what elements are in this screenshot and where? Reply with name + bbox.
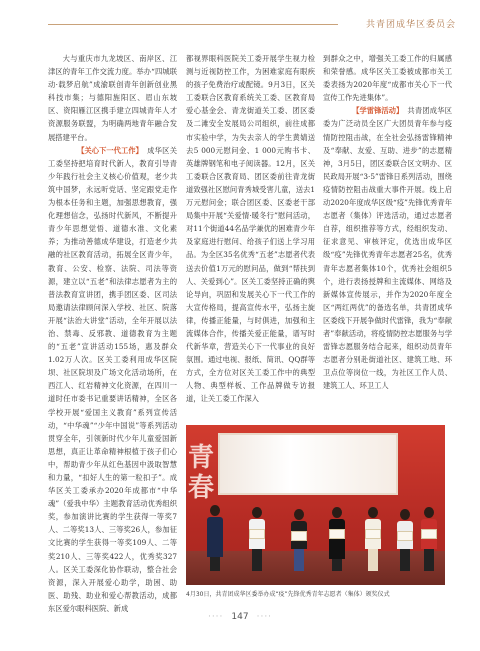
paragraph-text: 共青团成华区委为广泛动员全区广大团员青年参与疫情防控阻击战，在全社会弘扬雷锋精神及“奉献、友爱、互助、进步”的志愿精神，3月5日，团区委联合区文明办、区民政局开展“3·5”雷锋日系列活动，围绕疫情防控阻击战重大事件开展。线上启动2020年度成华区级“疫”先锋优秀青年志愿者（集体）评选活动，通过志愿者自荐，组织推荐等方式，经组织发动、征求意见、审核评定，优选出成华区级“疫”先锋优秀青年志愿者25名，优秀青年志愿者集体10个，优秀社会组织5个，进行表扬授牌和主流媒体、网络及新媒体宣传展示，并作为2020年度全区“两红两优”的备选名单，共青团成华区委线下开展争做时代雷锋，我为“奉献者”奉献活动，将疫情防控志愿服务与学雷锋志愿服务结合起来，组织动员青年志愿者分别赴街道社区、建筑工地、环卫点位等岗位一线，为社区工作人员、建筑工人、环卫工人	[323, 106, 452, 391]
certificate	[421, 529, 437, 539]
person	[206, 505, 224, 571]
photo-caption: 4月30日，共青团成华区委举办成“疫”先锋优秀青年志愿者（集体）颁奖仪式	[186, 591, 390, 598]
page-number: 147	[231, 612, 249, 622]
banner-char: 春	[188, 473, 215, 503]
award-ceremony-photo	[186, 425, 445, 585]
person	[364, 507, 382, 571]
header-rule	[48, 24, 338, 25]
page-number-footer	[0, 612, 480, 622]
person	[420, 507, 438, 571]
person	[396, 509, 414, 571]
certificate	[329, 529, 345, 539]
banner-char: 青	[188, 443, 215, 473]
section-title: 【学雷锋活动】	[352, 106, 404, 116]
text-column-3	[323, 52, 452, 420]
paragraph: 都视界眼科医院关工委开展学生视力检测与近视防控工作，为困难家庭有眼疾的孩子免费治疗或配镜。9月3日，区关工委联合区教育系统关工委、区教育局爱心基金会、青龙街道关工委、团区委及二滩安全发展局公司组织，前往成都市实验中学，为失去亲人的学生黄婧送去5 000元慰问金、1 000元购书卡、英雄牌钢笔和电子阅读器。12月，区关工委联合区教育局、团区委前往青龙街道致强社区慰问青秀城受害儿童，送去1万元慰问金；联合团区委、区委老干部局集中开展“关爱情·暖冬行”慰问活动，对11个街道44名品学兼优的困难青少年及家庭进行慰问、给孩子们送上学习用品。为全区35名优秀“五老”志愿者代表送去价值1万元的慰问品，做到“帮扶到人、关爱到心”。区关工委坚持正确的舆论导向，巩固和发展关心下一代工作的大宣传格局，提高宣传水平，弘扬主旋律，传播正能量，与时俱进，加强和主流媒体合作，传播关爱正能量，谱写时代新华章，营造关心下一代事业的良好氛围。通过电视、报纸、简讯、QQ群等方式，全方位对区关工委工作中的典型人物、典型样板、工作品牌做专访报道，让关工委工作深入	[186, 54, 315, 404]
footer-ornament: ····	[256, 612, 273, 622]
certificate	[397, 531, 413, 541]
footer-ornament: ····	[207, 612, 224, 622]
certificate	[365, 529, 381, 539]
certificate	[291, 531, 307, 541]
paragraph	[323, 104, 452, 392]
stage-screen	[218, 433, 398, 495]
running-header	[48, 15, 456, 33]
paragraph	[48, 144, 177, 615]
certificate	[249, 529, 265, 539]
banner-text	[188, 443, 214, 503]
text-column-2	[186, 52, 315, 420]
paragraph: 大与重庆市九龙坡区、南岸区、江津区的青年工作交流力度。举办“四城联动·载梦启航”成渝联创青年创新创业黑科技市集；与德阳旌阳区、眉山东坡区、资阳雁江区携手建立四城青年人才资源服务联盟，为明确两地青年融合发展搭建平台。	[48, 54, 177, 142]
paragraph-text: 成华区关工委坚持把培育时代新人，教育引导青少年践行社会主义核心价值观，老少共筑中国梦，永远听党话、坚定跟党走作为根本任务和主题，加强思想教育，强化理想信念，弘扬时代新风，不断提升青少年思想觉悟、道德水准、文化素养；为推动善德成华建设，打造老少共融的社区教育活动，拓展全区青少年，教育、公安、检察、法院、司法等资源，建立以“五老”和法律志愿者为主的普法教育宣讲团，携手团区委、区司法局邀请法律顾问深入学校、社区、院落开展“法治大讲堂”活动，全年开展以法治、禁毒、反邪教、道德教育为主题的“五老”宣讲活动155场，惠及群众1.02万人次。区关工委利用成华区院坝、社区院坝及广场文化活动场所，在西江人、红岩精神文化资源，在四川一道时任市委书记重要讲话精神，全区各学校开展“爱国主义教育”系列宣传活动，“中华魂”“少年中国说”等系列活动贯穿全年，引领新时代少年儿童爱国新思想，真正让革命精神根植于孩子们心中，帮助青少年从红色基因中汲取智慧和力量，“扣好人生的第一粒扣子”。成华区关工委承办2020年成都市“中华魂”（爱我中华）主题教育活动优秀组织奖，参加演讲比赛的学生获得一等奖7人、二等奖13人、三等奖26人，参加征文比赛的学生获得一等奖109人、二等奖210人、三等奖422人，优秀奖327人。区关工委深化协作联动，整合社会资源，深入开展爱心助学，助困、助医、助残、助业和爱心帮教活动，成都东区爱尔眼科医院、新成	[48, 145, 177, 613]
section-title: 【关心下一代工作】	[77, 145, 143, 155]
paragraph: 到群众之中，增强关工委工作的归属感和荣誉感。成华区关工委被成都市关工委表扬为2020年度“成都市关心下一代宣传工作先进集体”。	[323, 54, 452, 103]
person	[328, 507, 346, 571]
running-title: 共青团成华区委员会	[365, 20, 456, 30]
person	[248, 507, 266, 571]
text-column-1	[48, 52, 177, 613]
person	[290, 509, 308, 571]
